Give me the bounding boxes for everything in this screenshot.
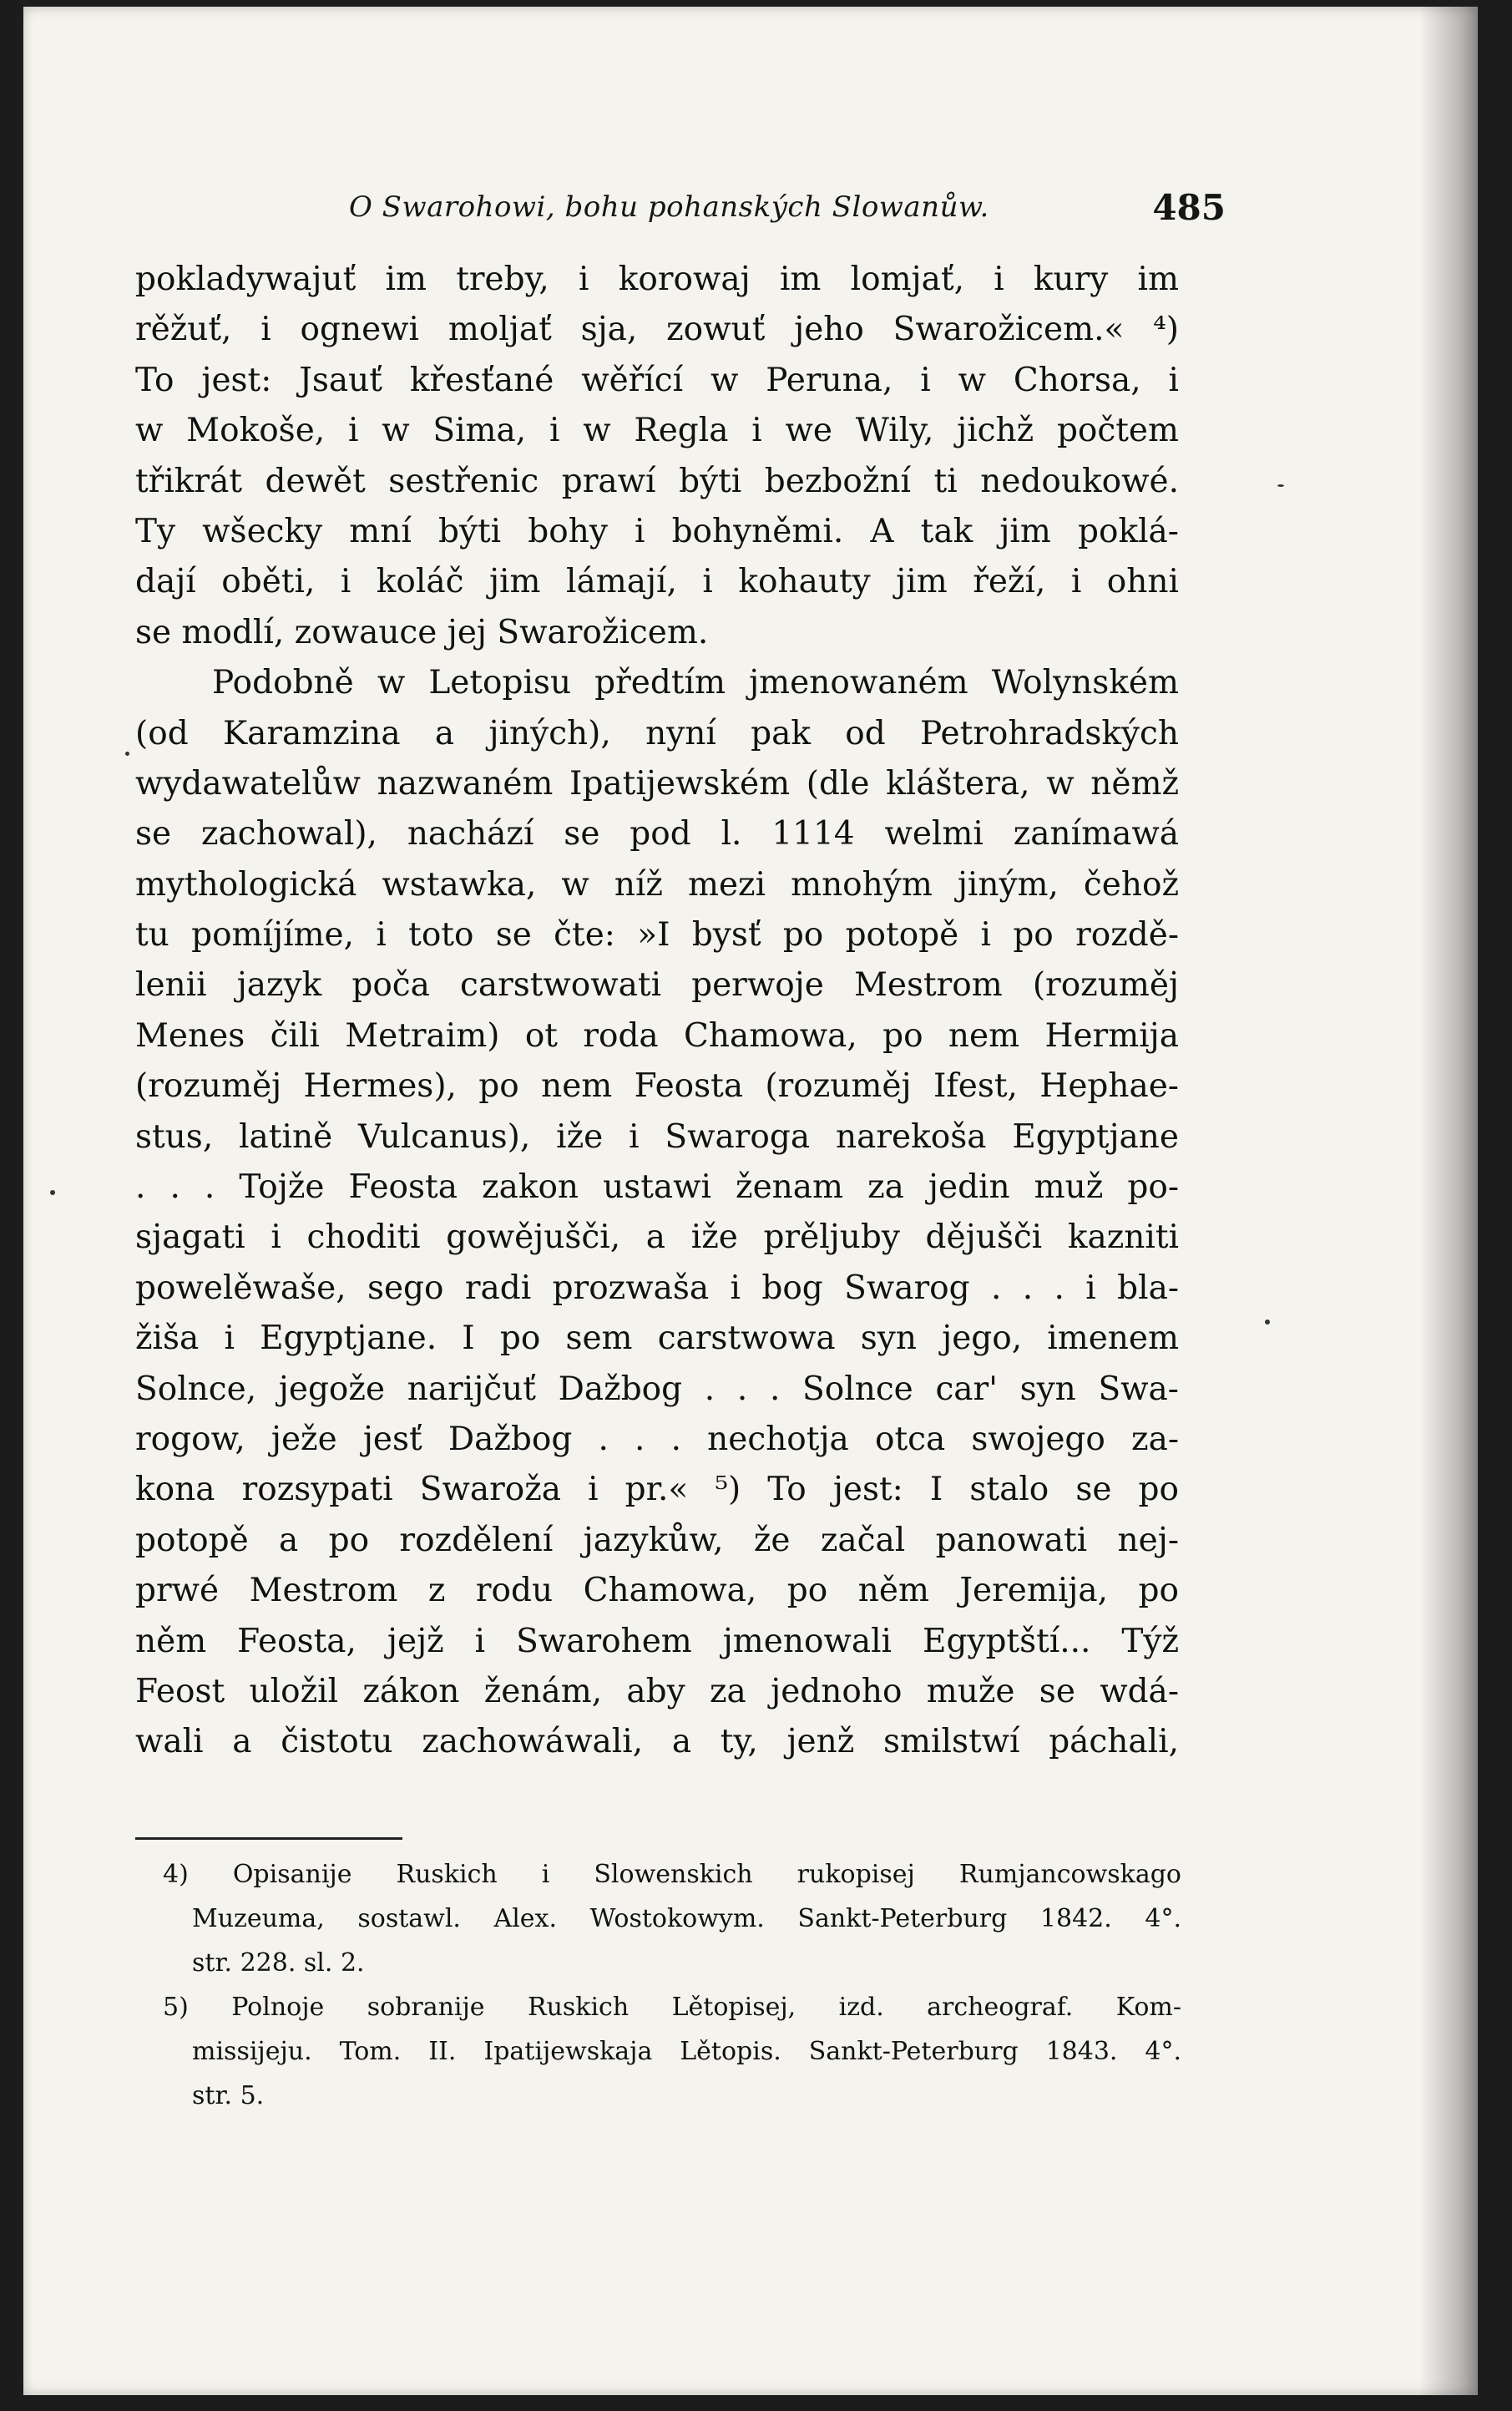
text-line: . . . Tojže Feosta zakon ustawi ženam za jedin muž po-: [135, 1168, 1179, 1207]
text-line: rogow, ježe jesť Dažbog . . . nechotja otca swojego za-: [135, 1420, 1179, 1458]
ink-speck: [125, 752, 129, 756]
text-line: třikrát dewět sestřenic prawí býti bezbožní ti nedoukowé.: [135, 462, 1179, 500]
text-line: rěžuť, i ognewi moljať sja, zowuť jeho Swarožicem.« ⁴): [135, 311, 1179, 349]
running-title: O Swarohowi, bohu pohanských Slowanůw.: [349, 190, 989, 224]
footnote-rule: [135, 1837, 402, 1840]
page-header: [349, 180, 1226, 230]
text-line: Solnce, jegože narijčuť Dažbog . . . Solnce car' syn Swa-: [135, 1370, 1179, 1408]
text-line: stus, latině Vulcanus), iže i Swaroga narekoša Egyptjane: [135, 1117, 1179, 1156]
text-line: (od Karamzina a jiných), nyní pak od Petrohradských: [135, 714, 1179, 752]
text-line: sjagati i choditi gowějušči, a iže prěljuby dějušči kazniti: [135, 1218, 1179, 1257]
text-line: dají oběti, i koláč jim lámají, i kohauty jim řeží, i ohni: [135, 563, 1179, 601]
footnote-line: Muzeuma, sostawl. Alex. Wostokowym. Sankt-Peterburg 1842. 4°.: [192, 1904, 1181, 1933]
text-line: wydawatelůw nazwaném Ipatijewském (dle kláštera, w němž: [135, 764, 1179, 803]
text-line: To jest: Jsauť křesťané wěřící w Peruna, i w Chorsa, i: [135, 361, 1179, 399]
text-line: pokladywajuť im treby, i korowaj im lomjať, i kury im: [135, 261, 1179, 298]
text-line: potopě a po rozdělení jazykůw, že začal panowati nej-: [135, 1521, 1179, 1559]
text-line: se zachowal), nachází se pod l. 1114 welmi zanímawá: [135, 815, 1179, 853]
text-line: Ty wšecky mní býti bohy i bohyněmi. A tak jim poklá-: [135, 512, 1179, 550]
text-line: Menes čili Metraim) ot roda Chamowa, po nem Hermija: [135, 1016, 1179, 1055]
text-line: tu pomíjíme, i toto se čte: »I bysť po potopě i po rozdě-: [135, 916, 1179, 955]
ink-speck: [50, 1190, 55, 1195]
text-line: (rozuměj Hermes), po nem Feosta (rozuměj Ifest, Hephae-: [135, 1067, 1179, 1106]
text-line: něm Feosta, jejž i Swarohem jmenowali Egyptští... Týž: [135, 1622, 1179, 1660]
footnote-line: missijeju. Tom. II. Ipatijewskaja Lětopis. Sankt-Peterburg 1843. 4°.: [192, 2037, 1181, 2066]
body-text: [135, 255, 1179, 1768]
page-number: 485: [1152, 187, 1226, 228]
text-line: se modlí, zowauce jej Swarožicem.: [135, 613, 709, 651]
text-line: mythologická wstawka, w níž mezi mnohým jiným, čehož: [135, 865, 1179, 904]
text-line: kona rozsypati Swaroža i pr.« ⁵) To jest: I stalo se po: [135, 1471, 1179, 1509]
text-line: lenii jazyk poča carstwowati perwoje Mestrom (rozuměj: [135, 966, 1179, 1005]
ink-speck: [1277, 484, 1284, 487]
footnote-line: str. 5.: [192, 2081, 265, 2110]
text-line: Podobně w Letopisu předtím jmenowaném Wolynském: [212, 664, 1179, 702]
text-line: w Mokoše, i w Sima, i w Regla i we Wily, jichž počtem: [135, 412, 1179, 450]
page-edge-shadow: [1419, 7, 1478, 2395]
footnote-line: 4) Opisanije Ruskich i Slowenskich rukopisej Rumjancowskago: [163, 1860, 1181, 1889]
text-line: wali a čistotu zachowáwali, a ty, jenž smilstwí páchali,: [135, 1723, 1179, 1761]
ink-speck: [1265, 1319, 1270, 1325]
text-line: prwé Mestrom z rodu Chamowa, po něm Jeremija, po: [135, 1572, 1179, 1610]
footnote-line: 5) Polnoje sobranije Ruskich Lětopisej, izd. archeograf. Kom-: [163, 1993, 1181, 2022]
footnote-line: str. 228. sl. 2.: [192, 1948, 365, 1978]
text-line: powelěwaše, sego radi prozwaša i bog Swarog . . . i bla-: [135, 1269, 1179, 1307]
footnotes: [163, 1852, 1181, 2118]
text-line: žiša i Egyptjane. I po sem carstwowa syn jego, imenem: [135, 1319, 1179, 1358]
text-line: Feost uložil zákon ženám, aby za jednoho muže se wdá-: [135, 1672, 1179, 1710]
